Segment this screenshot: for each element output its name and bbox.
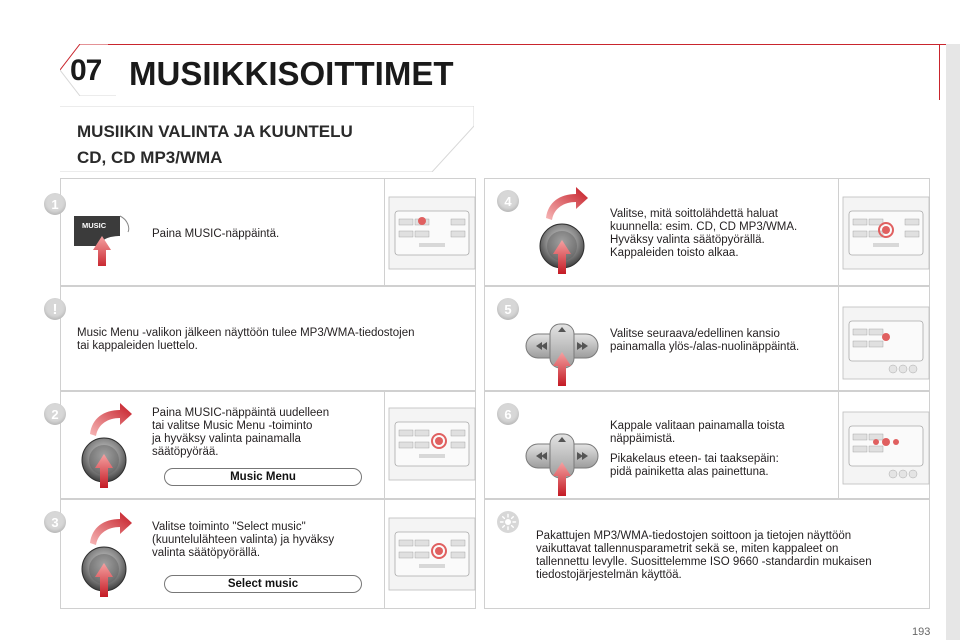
step-2-line: Paina MUSIC-näppäintä uudelleen [152,407,330,419]
step-4-badge: 4 [497,190,519,212]
header-rule [108,44,948,45]
step-2-line: ja hyväksy valinta painamalla [152,433,301,445]
step-6-line: Pikakelaus eteen- tai taaksepäin: [610,453,779,465]
note-text [77,327,415,353]
page-edge-stripe [946,44,960,640]
header-rule-vertical [939,44,940,100]
note-text-line2: tai kappaleiden luettelo. [77,340,198,352]
section-title-line2: CD, CD MP3/WMA [77,148,223,167]
direction-pad-illustration [524,322,600,388]
step-5-line: Valitse seuraava/edellinen kansio [610,328,780,340]
step-3-badge: 3 [44,511,66,533]
step-3-line: Valitse toiminto "Select music" [152,521,306,533]
section-title [77,119,353,171]
chapter-title: MUSIIKKISOITTIMET [129,55,454,92]
step-6-badge: 6 [497,403,519,425]
step-4-line: Hyväksy valinta säätöpyörällä. [610,234,765,246]
rotary-knob-illustration [76,511,136,597]
step-6-line: Kappale valitaan painamalla toista [610,420,785,432]
step-1-badge: 1 [44,193,66,215]
tip-line: vaikuttavat tallennusparametrit sekä se, miten kappaleet on [536,543,839,555]
select-music-pill: Select music [164,575,362,593]
music-button-label: MUSIC [82,221,107,230]
step-1-text: Paina MUSIC-näppäintä. [152,228,280,240]
step-4-radio-thumbnail [838,179,930,285]
step-2-radio-thumbnail [384,392,476,498]
warning-icon: ! [44,298,66,320]
step-5-line: painamalla ylös-/alas-nuolinäppäintä. [610,341,800,353]
tip-lightbulb-icon [497,511,519,533]
chapter-number: 07 [70,54,102,87]
music-button-illustration [72,206,132,266]
step-3-text [152,521,334,560]
direction-pad-illustration [524,432,600,498]
step-2-line: säätöpyörää. [152,446,219,458]
step-4-line: kuunnella: esim. CD, CD MP3/WMA. [610,221,798,233]
step-5-text [610,328,799,354]
step-1-radio-thumbnail [384,179,476,285]
step-4-line: Kappaleiden toisto alkaa. [610,247,739,259]
step-3-line: (kuuntelulähteen valinta) ja hyväksy [152,534,335,546]
tip-line: tallennettu levylle. Suosittelemme ISO 9660 -standardin mukaisen [536,556,872,568]
page-number: 193 [912,626,931,638]
step-6-text [610,420,785,479]
step-4-text [610,208,797,260]
step-3-radio-thumbnail [384,500,476,608]
step-4-line: Valitse, mitä soittolähdettä haluat [610,208,778,220]
tip-text [536,530,872,582]
step-2-badge: 2 [44,403,66,425]
step-5-badge: 5 [497,298,519,320]
step-6-radio-thumbnail [838,392,930,498]
tip-line: tiedostojärjestelmän käyttöä. [536,569,682,581]
tip-line: Pakattujen MP3/WMA-tiedostojen soittoon ja tietojen näyttöön [536,530,852,542]
step-3-line: valinta säätöpyörällä. [152,547,261,559]
step-5-radio-thumbnail [838,287,930,390]
note-text-line1: Music Menu -valikon jälkeen näyttöön tulee MP3/WMA-tiedostojen [77,327,415,339]
rotary-knob-illustration [76,402,136,488]
step-2-text [152,407,329,459]
step-6-line: näppäimistä. [610,433,676,445]
music-menu-pill: Music Menu [164,468,362,486]
step-6-line: pidä painiketta alas painettuna. [610,466,769,478]
step-2-line: tai valitse Music Menu -toiminto [152,420,313,432]
section-title-line1: MUSIIKIN VALINTA JA KUUNTELU [77,122,353,141]
rotary-knob-illustration [530,186,594,276]
